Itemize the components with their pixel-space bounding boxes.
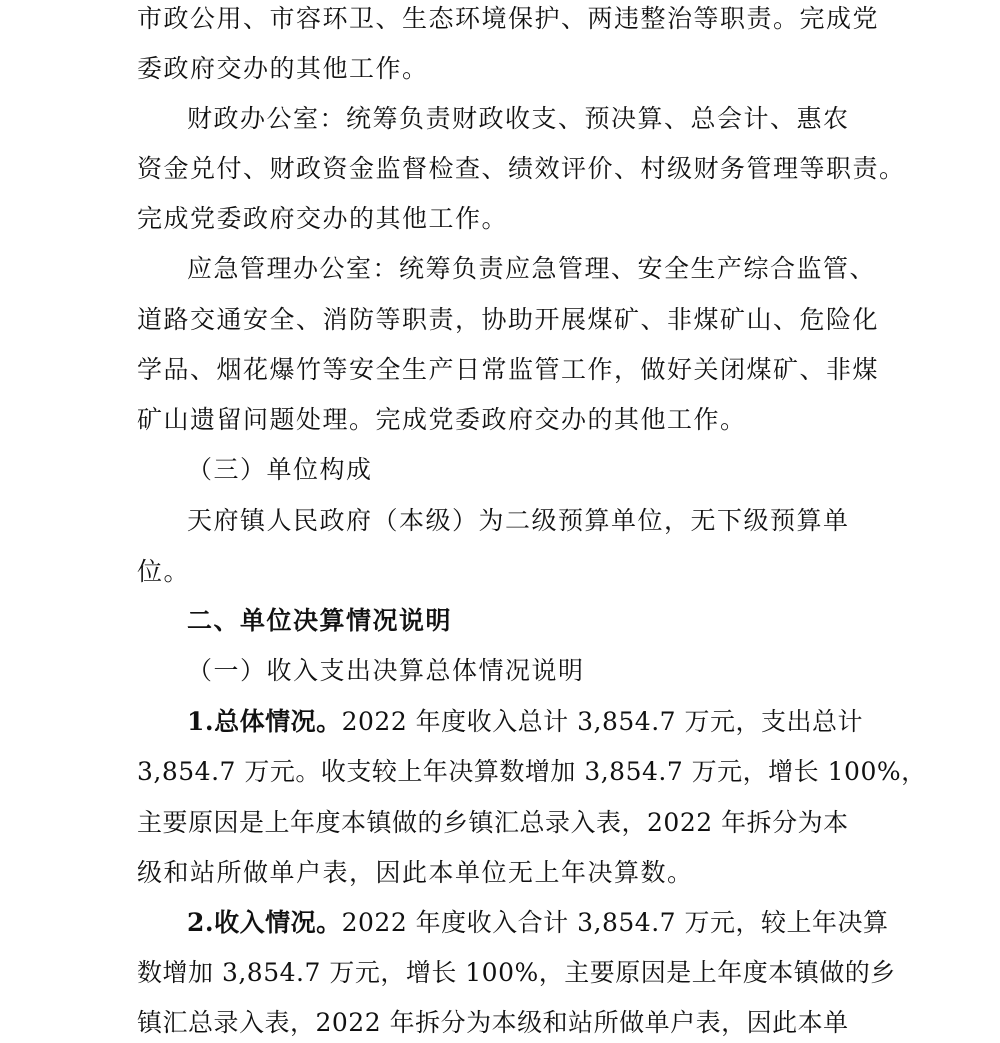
text-line-11: 天府镇人民政府（本级）为二级预算单位，无下级预算单 (187, 506, 850, 535)
paragraph-income-line-1 (187, 908, 889, 938)
text-line-3: 财政办公室：统筹负责财政收支、预决算、总会计、惠农 (187, 104, 850, 133)
text-line-16: 3,854.7 万元。收支较上年决算数增加 3,854.7 万元，增长 100%， (137, 757, 927, 786)
text-line-6: 应急管理办公室：统筹负责应急管理、安全生产综合监管、 (187, 254, 877, 283)
text-line-2: 委政府交办的其他工作。 (137, 54, 429, 83)
subsection-heading-1: （一）收入支出决算总体情况说明 (187, 656, 585, 685)
text-line-20: 数增加 3,854.7 万元，增长 100%，主要原因是上年度本镇做的乡 (137, 958, 896, 987)
section-heading-3: （三）单位构成 (187, 455, 373, 484)
text-line-1: 市政公用、市容环卫、生态环境保护、两违整治等职责。完成党 (137, 4, 880, 33)
paragraph-overall-line-1 (187, 707, 863, 737)
text-line-17: 主要原因是上年度本镇做的乡镇汇总录入表，2022 年拆分为本 (137, 808, 849, 837)
text-line-4: 资金兑付、财政资金监督检查、绩效评价、村级财务管理等职责。 (137, 154, 906, 183)
text-line-7: 道路交通安全、消防等职责，协助开展煤矿、非煤矿山、危险化 (137, 305, 880, 334)
lead-overall: 1.总体情况。 (187, 707, 342, 736)
text-line-5: 完成党委政府交办的其他工作。 (137, 204, 509, 233)
paragraph-overall-text: 2022 年度收入总计 3,854.7 万元，支出总计 (341, 707, 863, 736)
text-line-12: 位。 (137, 557, 191, 586)
text-line-21: 镇汇总录入表，2022 年拆分为本级和站所做单户表，因此本单 (137, 1008, 849, 1037)
text-line-8: 学品、烟花爆竹等安全生产日常监管工作，做好关闭煤矿、非煤 (137, 355, 880, 384)
lead-income: 2.收入情况。 (187, 908, 342, 937)
paragraph-income-text: 2022 年度收入合计 3,854.7 万元，较上年决算 (341, 908, 889, 937)
text-line-18: 级和站所做单户表，因此本单位无上年决算数。 (137, 858, 694, 887)
text-line-9: 矿山遗留问题处理。完成党委政府交办的其他工作。 (137, 405, 747, 434)
chapter-heading-2: 二、单位决算情况说明 (187, 606, 453, 635)
